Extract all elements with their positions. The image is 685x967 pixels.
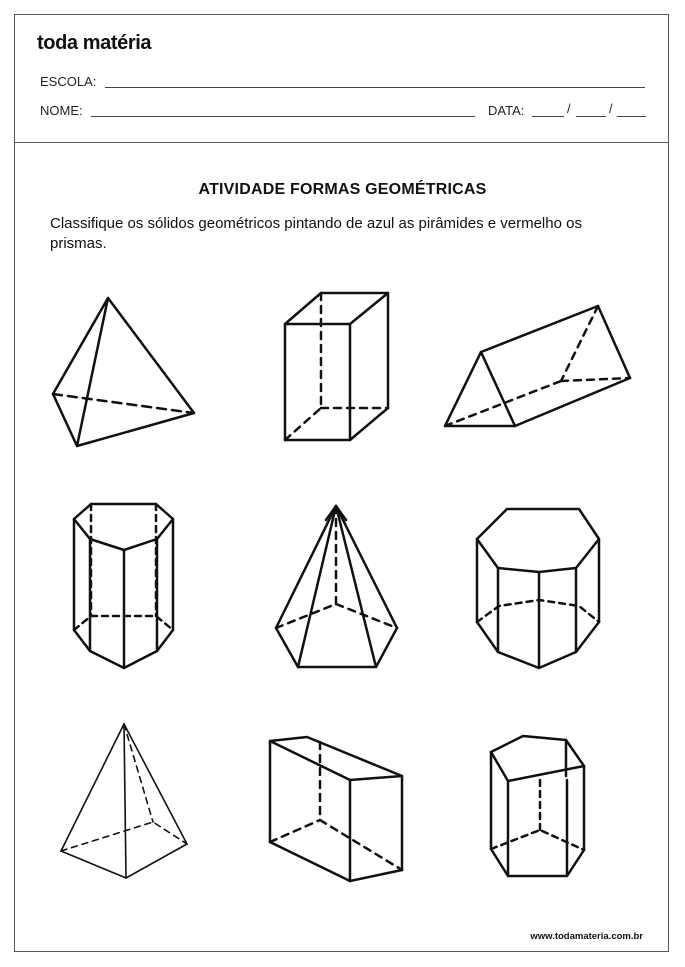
date-separator: / xyxy=(567,101,571,116)
date-separator: / xyxy=(609,101,613,116)
activity-instruction: Classifique os sólidos geométricos pintando de azul as pirâmides e vermelho os prismas. xyxy=(50,215,582,252)
website-url[interactable]: www.todamateria.com.br xyxy=(530,931,643,942)
school-label: ESCOLA: xyxy=(40,74,97,89)
activity-title: ATIVIDADE FORMAS GEOMÉTRICAS xyxy=(198,181,487,198)
date-label: DATA: xyxy=(488,103,525,118)
name-label: NOME: xyxy=(40,103,83,118)
brand-logo: toda matéria xyxy=(37,32,152,54)
